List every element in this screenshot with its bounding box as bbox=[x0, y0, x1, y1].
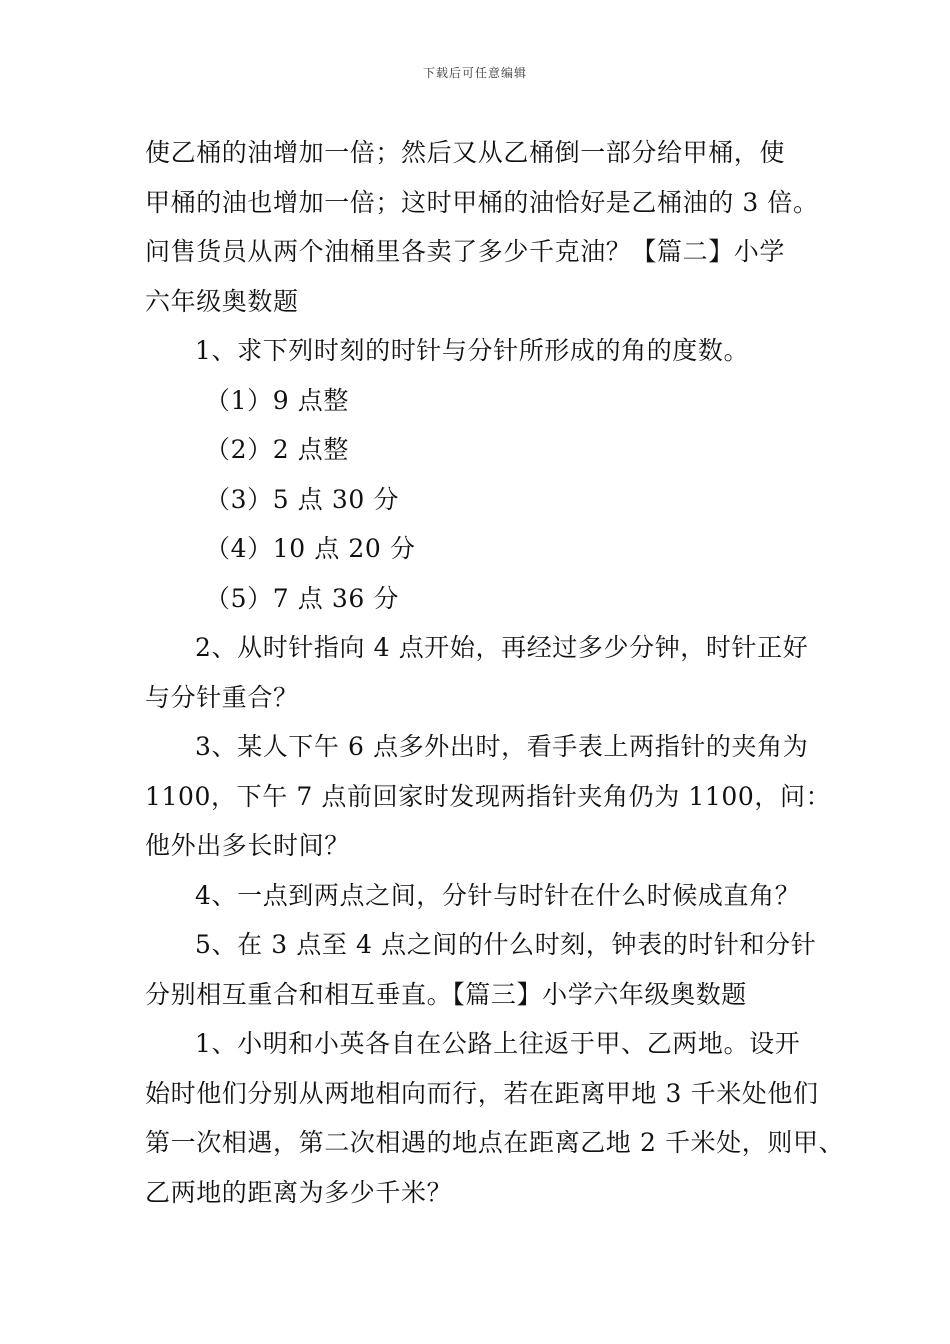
text-line: 他外出多长时间？ bbox=[145, 831, 350, 860]
text-line: 4、一点到两点之间，分针与时针在什么时候成直角？ bbox=[195, 880, 801, 910]
text-line: 问售货员从两个油桶里各卖了多少千克油？【篇二】小学 bbox=[145, 237, 786, 266]
text-line: （1）9 点整 bbox=[205, 385, 349, 415]
text-line: 1、求下列时刻的时针与分针所形成的角的度数。 bbox=[195, 336, 750, 365]
text-line: （4）10 点 20 分 bbox=[205, 534, 416, 563]
text-line: 分别相互重合和相互垂直。【篇三】小学六年级奥数题 bbox=[145, 979, 747, 1009]
text-line: 六年级奥数题 bbox=[145, 286, 299, 316]
text-line: （3）5 点 30 分 bbox=[205, 484, 400, 514]
text-line: 1100，下午 7 点前回家时发现两指针夹角仍为 1100，问： bbox=[145, 781, 832, 811]
text-line: 甲桶的油也增加一倍；这时甲桶的油恰好是乙桶油的 3 倍。 bbox=[145, 187, 819, 217]
text-line: 与分针重合？ bbox=[145, 682, 299, 712]
text-line: 始时他们分别从两地相向而行，若在距离甲地 3 千米处他们 bbox=[145, 1078, 819, 1108]
text-line: 5、在 3 点至 4 点之间的什么时刻，钟表的时针和分针 bbox=[195, 930, 817, 959]
text-line: 1、小明和小英各自在公路上往返于甲、乙两地。设开 bbox=[195, 1029, 801, 1058]
page-header: 下载后可任意编辑 bbox=[422, 66, 527, 80]
text-line: 2、从时针指向 4 点开始，再经过多少分钟，时针正好 bbox=[195, 633, 809, 662]
text-line: （5）7 点 36 分 bbox=[205, 583, 400, 613]
document-body bbox=[145, 128, 845, 1217]
text-line: 乙两地的距离为多少千米？ bbox=[145, 1177, 453, 1207]
text-line: 使乙桶的油增加一倍；然后又从乙桶倒一部分给甲桶，使 bbox=[145, 138, 786, 167]
text-line: 3、某人下午 6 点多外出时，看手表上两指针的夹角为 bbox=[195, 732, 809, 761]
text-line: 第一次相遇，第二次相遇的地点在距离乙地 2 千米处，则甲、 bbox=[145, 1128, 845, 1157]
text-line: （2）2 点整 bbox=[205, 435, 349, 464]
